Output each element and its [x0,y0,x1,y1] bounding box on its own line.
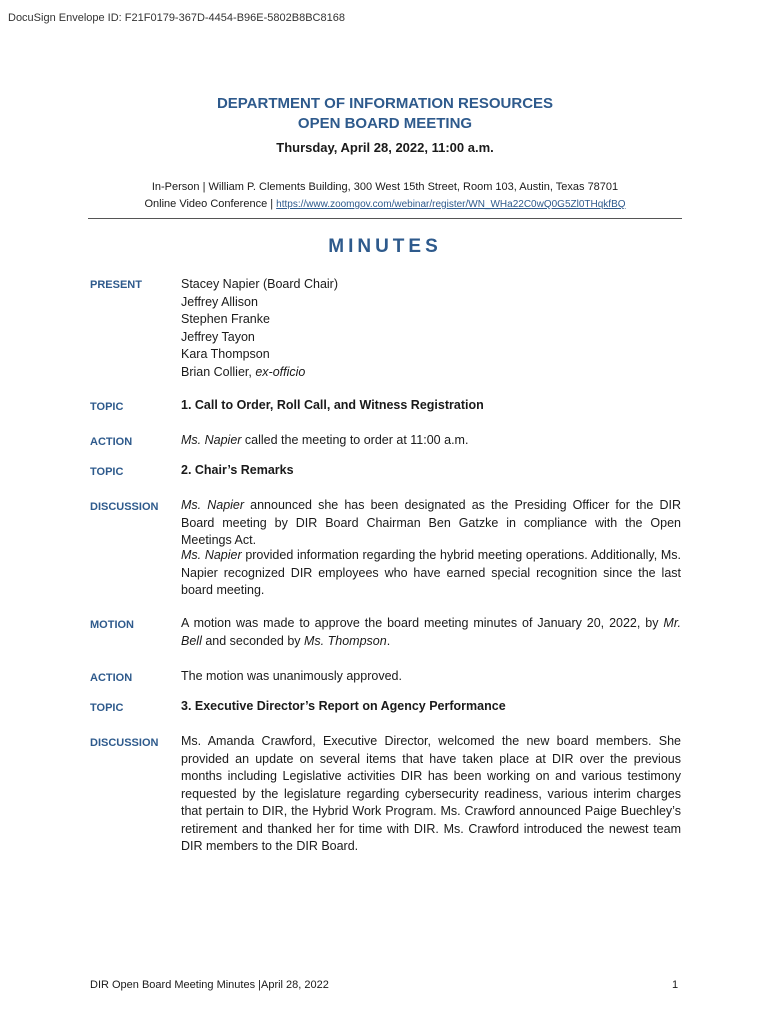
online-line [0,198,770,210]
action-text: Ms. Napier called the meeting to order at 11:00 a.m. [181,433,469,447]
location-line: In-Person | William P. Clements Building, 300 West 15th Street, Room 103, Austin, Texas 78701 [151,181,619,193]
envelope-id: DocuSign Envelope ID: F21F0179-367D-4454-B96E-5802B8BC8168 [8,12,345,24]
member-item: Brian Collier, ex-officio [181,364,306,379]
discussion-label: DISCUSSION [90,501,159,513]
page-number: 1 [672,979,679,991]
discussion-label: DISCUSSION [90,737,159,749]
topic-label: TOPIC [90,401,124,413]
action-label: ACTION [90,672,133,684]
meeting-title: OPEN BOARD MEETING [297,115,473,132]
org-title: DEPARTMENT OF INFORMATION RESOURCES [216,95,554,112]
discussion-text: Ms. Napier provided information regarding the hybrid meeting operations. Additionally, Ms. Napier recognized DIR employees who have earned special recognition since the last board meeting. [181,548,681,597]
webinar-link[interactable]: https://www.zoomgov.com/webinar/register/WN_WHa22C0wQ0G5Zl0THqkfBQ [276,199,626,210]
header-divider [88,218,682,219]
footer-text: DIR Open Board Meeting Minutes |April 28, 2022 [90,979,329,991]
present-list [181,276,681,381]
motion-text: A motion was made to approve the board meeting minutes of January 20, 2022, by Mr. Bell and seconded by Ms. Thompson. [181,616,681,648]
topic-title: 2. Chair’s Remarks [181,463,294,477]
topic-label: TOPIC [90,702,124,714]
topic-title: 3. Executive Director’s Report on Agency Performance [181,699,506,713]
present-label: PRESENT [90,279,142,291]
meeting-date: Thursday, April 28, 2022, 11:00 a.m. [276,140,494,155]
member-item: Stephen Franke [181,312,270,326]
member-item: Jeffrey Allison [181,294,258,309]
discussion-text: Ms. Napier announced she has been designated as the Presiding Officer for the DIR Board meeting by DIR Board Chairman Ben Gatzke in compliance with the Open Meetings Act. [181,498,681,547]
discussion-text: Ms. Amanda Crawford, Executive Director, welcomed the new board members. She provided an update on several items that have taken place at DIR over the previous months including Legislative activities DIR has been working on and various testimony requested by the legislature regarding cybersecurity readiness, various interim charges that pertain to DIR, the Hybrid Work Program. Ms. Crawford announced Paige Buechley’s retirement and thanked her for time with DIR. Ms. Crawford introduced the newest team DIR members to the DIR Board. [181,734,681,853]
member-item: Jeffrey Tayon [181,329,255,344]
action-text: The motion was unanimously approved. [181,669,402,683]
online-prefix: Online Video Conference | [144,198,277,210]
motion-label: MOTION [90,619,134,631]
minutes-heading: MINUTES [328,236,442,257]
action-label: ACTION [90,436,133,448]
member-item: Kara Thompson [181,347,270,361]
topic-label: TOPIC [90,466,124,478]
topic-title: 1. Call to Order, Roll Call, and Witness Registration [181,398,484,412]
member-item: Stacey Napier (Board Chair) [181,277,339,291]
